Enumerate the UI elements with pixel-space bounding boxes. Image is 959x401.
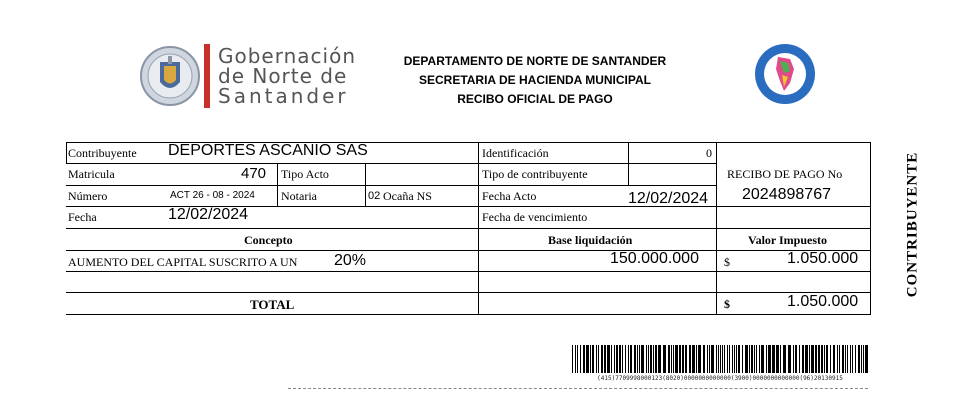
notaria-value: Ocaña NS	[383, 189, 432, 203]
contribuyente-value: DEPORTES ASCANIO SAS	[168, 142, 368, 159]
fecha-acto-value: 12/02/2024	[628, 190, 709, 207]
numero-value: ACT 26 - 08 - 2024	[170, 190, 255, 201]
concept-percentage: 20%	[334, 252, 367, 269]
tipo-acto-label: Tipo Acto	[281, 167, 329, 181]
numero-label: Número	[68, 189, 108, 203]
concepto-header: Concepto	[244, 233, 293, 247]
identificacion-value: 0	[706, 146, 712, 160]
gov-line-2: de Norte de	[218, 64, 348, 88]
recibo-oficial-title: RECIBO OFICIAL DE PAGO	[457, 92, 613, 106]
contribuyente-side-label	[898, 151, 928, 306]
gobernacion-logo-text	[218, 46, 356, 106]
total-value: 1.050.000	[787, 293, 859, 310]
identificacion-label: Identificación	[482, 146, 549, 160]
base-liquidacion-value: 150.000.000	[610, 250, 699, 267]
fecha-vencimiento-label: Fecha de vencimiento	[482, 210, 588, 224]
notaria-label: Notaria	[281, 189, 317, 203]
recibo-pago-label: RECIBO DE PAGO No	[727, 167, 843, 181]
valor-impuesto-header: Valor Impuesto	[748, 233, 828, 247]
valor-impuesto-value: 1.050.000	[787, 250, 859, 267]
base-liquidacion-header: Base liquidación	[548, 233, 633, 247]
document-header	[380, 52, 690, 109]
fecha-value: 12/02/2024	[168, 206, 249, 223]
contribuyente-label: Contribuyente	[68, 146, 137, 160]
matricula-label: Matricula	[68, 167, 115, 181]
tipo-contribuyente-label: Tipo de contribuyente	[482, 167, 588, 181]
recibo-pago-value: 2024898767	[742, 186, 831, 203]
barcode-number: (415)7709998000123(8020)0000000000000(3900)0000000000000(96)20130915	[597, 375, 843, 381]
notaria-code: 02	[368, 190, 381, 202]
brand-red-bar	[204, 44, 210, 108]
fecha-label: Fecha	[68, 210, 97, 224]
matricula-value: 470	[241, 165, 267, 182]
total-currency-symbol: $	[724, 297, 730, 311]
fecha-acto-label: Fecha Acto	[482, 189, 537, 203]
concept-description: AUMENTO DEL CAPITAL SUSCRITO A UN	[68, 255, 298, 269]
secretaria-title: SECRETARIA DE HACIENDA MUNICIPAL	[418, 73, 651, 87]
side-label-text: CONTRIBUYENTE	[904, 151, 921, 298]
cut-line	[288, 388, 868, 389]
currency-symbol: $	[724, 255, 730, 269]
barcode	[572, 345, 868, 381]
dept-title: DEPARTAMENTO DE NORTE DE SANTANDER	[403, 54, 667, 68]
coat-of-arms-seal	[140, 44, 200, 108]
total-label: TOTAL	[250, 297, 295, 312]
gov-line-1: Gobernación	[218, 44, 357, 68]
mas-oportunidades-badge	[754, 43, 816, 105]
gov-line-3: Santander	[218, 84, 349, 108]
